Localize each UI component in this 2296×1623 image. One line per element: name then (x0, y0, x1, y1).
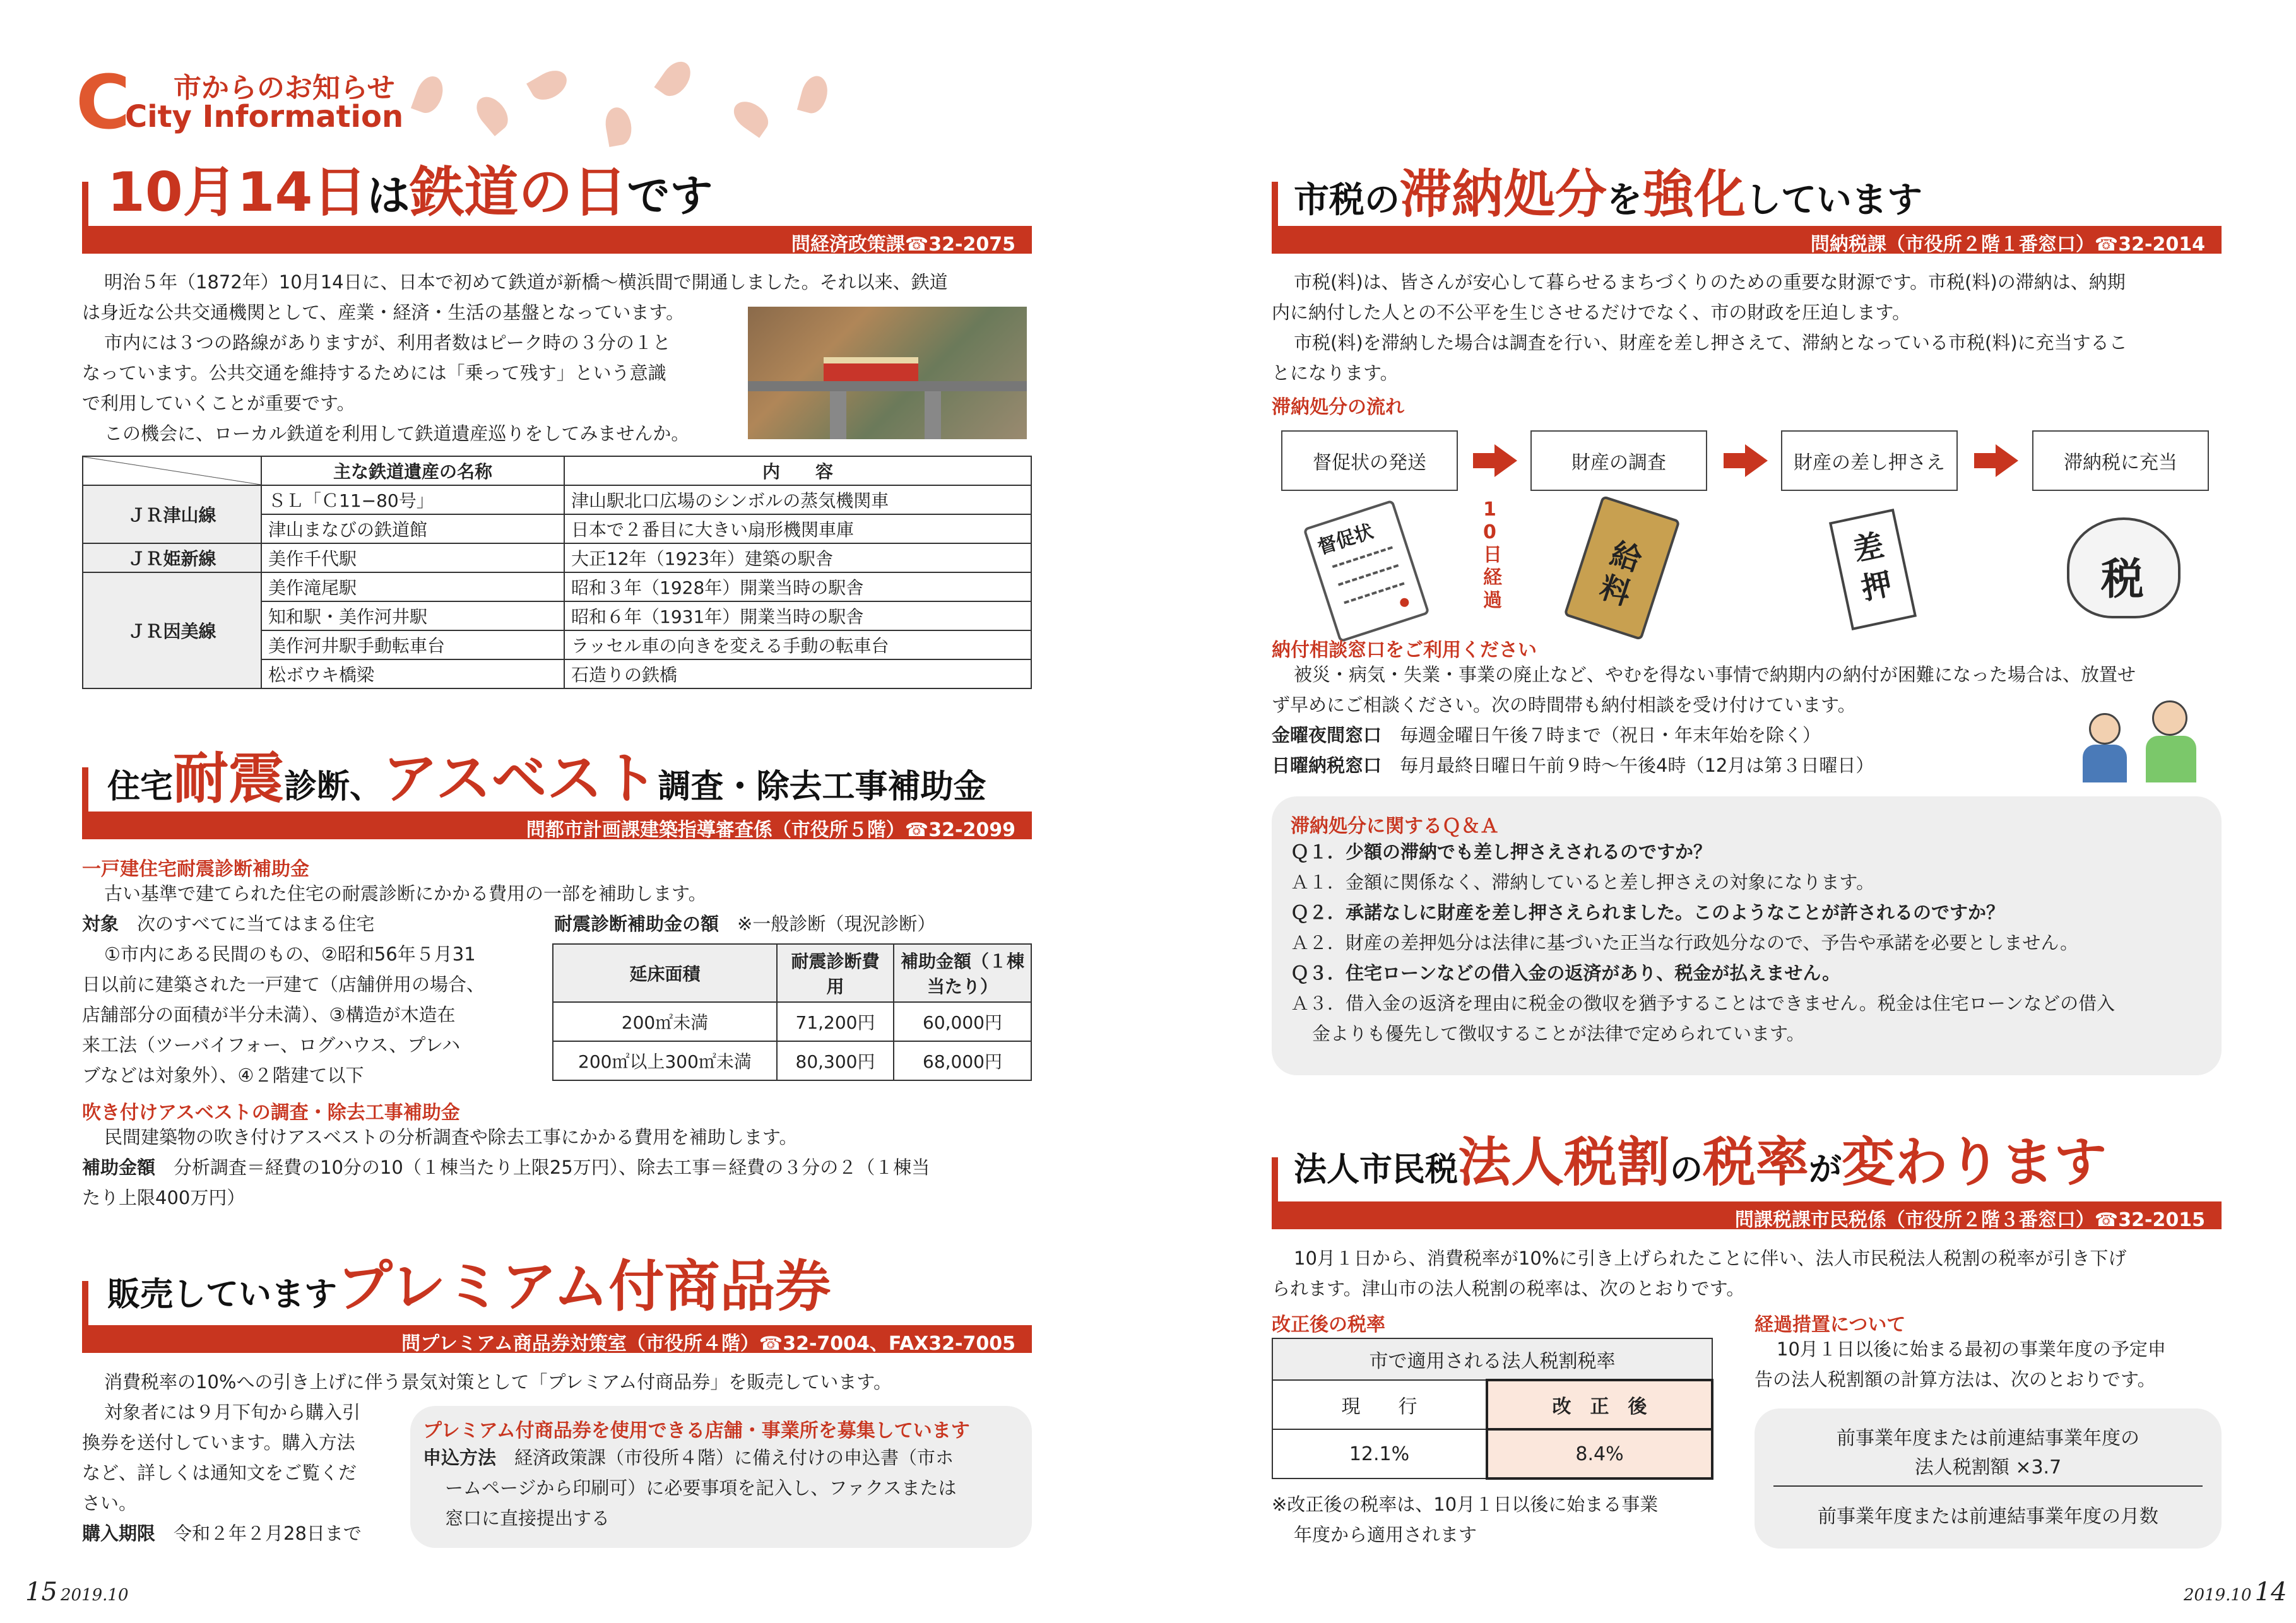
table-cell: 68,000円 (894, 1041, 1031, 1080)
quake-conditions: 店舗部分の面積が半分未満）、③構造が木造在 (82, 1004, 456, 1025)
tax-money-bag-icon: 税 (2067, 517, 2181, 618)
railway-paragraph: は身近な公共交通機関として、産業・経済・生活の基盤となっています。 (82, 302, 685, 323)
heritage-name: 知和駅・美作河井駅 (261, 601, 564, 630)
table-header: 耐震診断費用 (777, 944, 894, 1002)
corp-title: 法人市民税法人税割の税率が変わります (1294, 1131, 2107, 1193)
quake-contact-bar: 問都市計画課建築指導審査係（市役所５階）☎32-2099 (82, 812, 1032, 839)
notice-document-icon: 督促状 (1303, 499, 1429, 642)
qa-question: Ｑ１．少額の滞納でも差し押さえされるのですか？ (1291, 841, 1712, 863)
voucher-recruit-box (410, 1406, 1032, 1548)
voucher-paragraph: さい。 (82, 1492, 138, 1514)
consult-paragraph: ず早めにご相談ください。次の時間帯も納付相談を受け付けています。 (1272, 694, 1856, 716)
heritage-desc: 昭和６年（1931年）開業当時の駅舎 (564, 601, 1031, 630)
railway-title: 10月14日は鉄道の日です (107, 161, 713, 224)
heritage-desc: 津山駅北口広場のシンボルの蒸気機関車 (564, 485, 1031, 514)
left-page-number: 15 2019.10 (25, 1578, 129, 1607)
friday-window: 金曜夜間窓口 毎週金曜日午後７時まで（祝日・年末年始を除く） (1272, 724, 1821, 746)
petal-decoration (411, 73, 447, 117)
transition-title: 経過措置について (1755, 1314, 1906, 1336)
heritage-name: 松ボウキ橋梁 (261, 659, 564, 688)
ten-days-label: 10日経過 (1483, 499, 1502, 611)
rate-title: 改正後の税率 (1272, 1314, 1385, 1336)
petal-decoration (797, 73, 831, 116)
flow-step-4: 滞納税に充当 (2032, 430, 2209, 491)
voucher-period: 購入期限 令和２年２月28日まで (82, 1523, 362, 1544)
railway-paragraph: この機会に、ローカル鉄道を利用して鉄道遺産巡りをしてみませんか。 (104, 423, 690, 444)
voucher-title: 販売していますプレミアム付商品券 (107, 1254, 831, 1319)
quake-subsidy-table (552, 943, 1032, 1081)
heritage-name: 美作滝尾駅 (261, 572, 564, 601)
logo-c-letter: C (76, 59, 131, 146)
quake-conditions: ブなどは対象外）、④２階建て以下 (82, 1065, 364, 1086)
tax-paragraph: 市税(料)は、皆さんが安心して暮らせるまちづくりのための重要な財源です。市税(料)の滞納は、納期 (1294, 271, 2126, 293)
quake-subtitle: 一戸建住宅耐震診断補助金 (82, 858, 309, 880)
flow-step-2: 財産の調査 (1530, 430, 1707, 491)
city-info-logo (76, 59, 404, 146)
table-header: 改 正 後 (1487, 1380, 1712, 1429)
voucher-paragraph: 換券を送付しています。購入方法 (82, 1432, 355, 1453)
heritage-desc: 日本で２番目に大きい扇形機関車庫 (564, 514, 1031, 543)
railway-paragraph: 明治５年（1872年）10月14日に、日本で初めて鉄道が新橋～横浜間で開通しました。それ以来、鉄道 (104, 271, 948, 293)
formula-numerator: 前事業年度または前連結事業年度の (1837, 1427, 2139, 1449)
table-cell: 200㎡以上300㎡未満 (553, 1041, 777, 1080)
table-header: 主な鉄道遺産の名称 (261, 456, 564, 485)
asbestos-amount: たり上限400万円） (82, 1187, 246, 1208)
table-corner (83, 456, 261, 485)
consult-paragraph: 被災・病気・失業・事業の廃止など、やむを得ない事情で納期内の納付が困難になった場合は、放置せ (1294, 664, 2136, 685)
quake-conditions: 来工法（ツーバイフォー、ログハウス、プレハ (82, 1034, 461, 1056)
table-header: 現 行 (1272, 1380, 1487, 1429)
flow-arrow-icon (1996, 444, 2018, 477)
flow-step-3: 財産の差し押さえ (1781, 430, 1958, 491)
formula-box (1755, 1408, 2222, 1549)
asbestos-subtitle: 吹き付けアスベストの調査・除去工事補助金 (82, 1102, 460, 1124)
quake-title: 住宅耐震診断、アスベスト調査・除去工事補助金 (107, 746, 986, 811)
qa-box (1272, 796, 2222, 1075)
flow-arrow-icon (1494, 444, 1517, 477)
railway-paragraph: なっています。公共交通を維持するためには「乗って残す」という意識 (82, 362, 666, 384)
table-header: 市で適用される法人税割税率 (1272, 1338, 1712, 1380)
line-name: ＪＲ津山線 (83, 485, 261, 543)
heritage-name: ＳＬ「Ｃ11−80号」 (261, 485, 564, 514)
formula-numerator: 法人税割額 ×3.7 (1914, 1456, 2062, 1478)
table-cell: 80,300円 (777, 1041, 894, 1080)
logo-bottom: City Information (125, 99, 404, 134)
petal-decoration (654, 56, 696, 102)
asbestos-paragraph: 民間建築物の吹き付けアスベストの分析調査や除去工事にかかる費用を補助します。 (104, 1126, 798, 1148)
railway-paragraph: で利用していくことが重要です。 (82, 392, 355, 414)
logo-top: 市からのお知らせ (174, 72, 395, 104)
rate-note: ※改正後の税率は、10月１日以後に始まる事業 (1272, 1494, 1659, 1515)
table-cell: 200㎡未満 (553, 1002, 777, 1041)
quake-table-title: 耐震診断補助金の額 ※一般診断（現況診断） (554, 913, 936, 935)
qa-answer: Ａ３．借入金の返済を理由に税金の徴収を猶予することはできません。税金は住宅ローンなどの借入 (1291, 993, 2116, 1014)
train-car (824, 357, 918, 381)
heritage-name: 津山まなびの鉄道館 (261, 514, 564, 543)
petal-decoration (728, 95, 774, 138)
heritage-name: 美作河井駅手動転車台 (261, 630, 564, 659)
qa-answer: Ａ２．財産の差押処分は法律に基づいた正当な行政処分なので、予告や承諾を必要としません。 (1291, 932, 2079, 953)
recruit-box-text: 申込方法 経済政策課（市役所４階）に備え付けの申込書（市ホ (423, 1447, 954, 1468)
railway-paragraph: 市内には３つの路線がありますが、利用者数はピーク時の３分の１と (104, 332, 671, 353)
tax-paragraph: とになります。 (1272, 362, 1399, 384)
salary-envelope-icon: 給料 (1563, 495, 1680, 640)
tax-title: 市税の滞納処分を強化しています (1294, 165, 1923, 225)
bridge-pillar (830, 391, 846, 439)
heritage-desc: 大正12年（1923年）建築の駅舎 (564, 543, 1031, 572)
train-bridge (748, 381, 1027, 391)
tax-contact-bar: 問納税課（市役所２階１番窓口）☎32-2014 (1272, 226, 2222, 254)
heritage-desc: ラッセル車の向きを変える手動の転車台 (564, 630, 1031, 659)
voucher-paragraph: など、詳しくは通知文をご覧くだ (82, 1462, 357, 1484)
line-name: ＪＲ因美線 (83, 572, 261, 688)
heritage-desc: 石造りの鉄橋 (564, 659, 1031, 688)
voucher-paragraph: 対象者には９月下旬から購入引 (104, 1402, 361, 1423)
table-header: 内 容 (564, 456, 1031, 485)
line-name: ＪＲ姫新線 (83, 543, 261, 572)
tax-paragraph: 市税(料)を滞納した場合は調査を行い、財産を差し押さえて、滞納となっている市税(料)に充当するこ (1294, 332, 2127, 353)
recruit-box-text: 窓口に直接提出する (445, 1508, 610, 1529)
flow-step-1: 督促状の発送 (1281, 430, 1458, 491)
seizure-paper-icon: 差押 (1829, 509, 1917, 630)
corp-contact-bar: 問課税課市民税係（市役所２階３番窓口）☎32-2015 (1272, 1201, 2222, 1229)
quake-conditions: ①市内にある民間のもの、②昭和56年５月31 (104, 943, 476, 965)
train-photo (748, 307, 1027, 439)
new-rate: 8.4% (1487, 1429, 1712, 1478)
qa-question: Ｑ３．住宅ローンなどの借入金の返済があり、税金が払えません。 (1291, 962, 1841, 984)
recruit-box-title: プレミアム付商品券を使用できる店舗・事業所を募集しています (423, 1420, 970, 1442)
heritage-desc: 昭和３年（1928年）開業当時の駅舎 (564, 572, 1031, 601)
asbestos-amount: 補助金額 分析調査＝経費の10分の10（１棟当たり上限25万円）、除去工事＝経費の３分の２（１棟当 (82, 1157, 930, 1178)
bridge-pillar (925, 391, 941, 439)
railway-contact-bar: 問経済政策課☎32-2075 (82, 226, 1032, 254)
railway-title-date: 10月14日 (107, 161, 367, 224)
corp-paragraph: 10月１日から、消費税率が10%に引き上げられたことに伴い、法人市民税法人税割の税率が引き下げ (1294, 1248, 2127, 1269)
quake-conditions: 日以前に建築された一戸建て（店舗併用の場合、 (82, 974, 485, 995)
quake-target: 対象 次のすべてに当てはまる住宅 (82, 913, 375, 935)
rate-note: 年度から適用されます (1294, 1524, 1477, 1545)
recruit-box-text: ームページから印刷可）に必要事項を記入し、ファクスまたは (445, 1477, 957, 1499)
heritage-name: 美作千代駅 (261, 543, 564, 572)
qa-answer: Ａ１．金額に関係なく、滞納していると差し押さえの対象になります。 (1291, 871, 1875, 893)
old-rate: 12.1% (1272, 1429, 1487, 1478)
qa-answer: 金よりも優先して徴収することが法律で定められています。 (1312, 1023, 1805, 1044)
consultation-illustration-icon (2083, 694, 2209, 782)
voucher-contact-bar: 問プレミアム商品券対策室（市役所４階）☎32-7004、FAX32-7005 (82, 1325, 1032, 1353)
transition-paragraph: 10月１日以後に始まる最初の事業年度の予定申 (1777, 1338, 2166, 1360)
petal-decoration (526, 65, 572, 106)
corp-paragraph: られます。津山市の法人税割の税率は、次のとおりです。 (1272, 1278, 1745, 1299)
voucher-paragraph: 消費税率の10%への引き上げに伴う景気対策として「プレミアム付商品券」を販売しています。 (104, 1371, 892, 1393)
table-cell: 60,000円 (894, 1002, 1031, 1041)
table-header: 延床面積 (553, 944, 777, 1002)
tax-paragraph: 内に納付した人との不公平を生じさせるだけでなく、市の財政を圧迫します。 (1272, 302, 1911, 323)
petal-decoration (603, 105, 634, 147)
table-header: 補助金額（１棟当たり） (894, 944, 1031, 1002)
petal-decoration (470, 91, 514, 136)
table-cell: 71,200円 (777, 1002, 894, 1041)
right-page-number: 2019.10 14 (2184, 1578, 2287, 1607)
quake-paragraph: 古い基準で建てられた住宅の耐震診断にかかる費用の一部を補助します。 (104, 883, 707, 904)
formula-denominator: 前事業年度または前連結事業年度の月数 (1818, 1506, 2158, 1528)
railway-heritage-table (82, 456, 1032, 689)
flow-title: 滞納処分の流れ (1272, 396, 1404, 418)
transition-paragraph: 告の法人税割額の計算方法は、次のとおりです。 (1755, 1369, 2156, 1390)
flow-arrow-icon (1745, 444, 1768, 477)
sunday-window: 日曜納税窓口 毎月最終日曜日午前９時～午後4時（12月は第３日曜日） (1272, 755, 1874, 776)
fraction-line (1773, 1485, 2203, 1487)
consult-title: 納付相談窓口をご利用ください (1272, 639, 1537, 661)
corp-rate-table (1272, 1338, 1713, 1480)
qa-question: Ｑ２．承諾なしに財産を差し押さえられました。このようなことが許されるのですか？ (1291, 902, 2005, 923)
qa-title: 滞納処分に関するＱ＆Ａ (1291, 815, 1499, 837)
